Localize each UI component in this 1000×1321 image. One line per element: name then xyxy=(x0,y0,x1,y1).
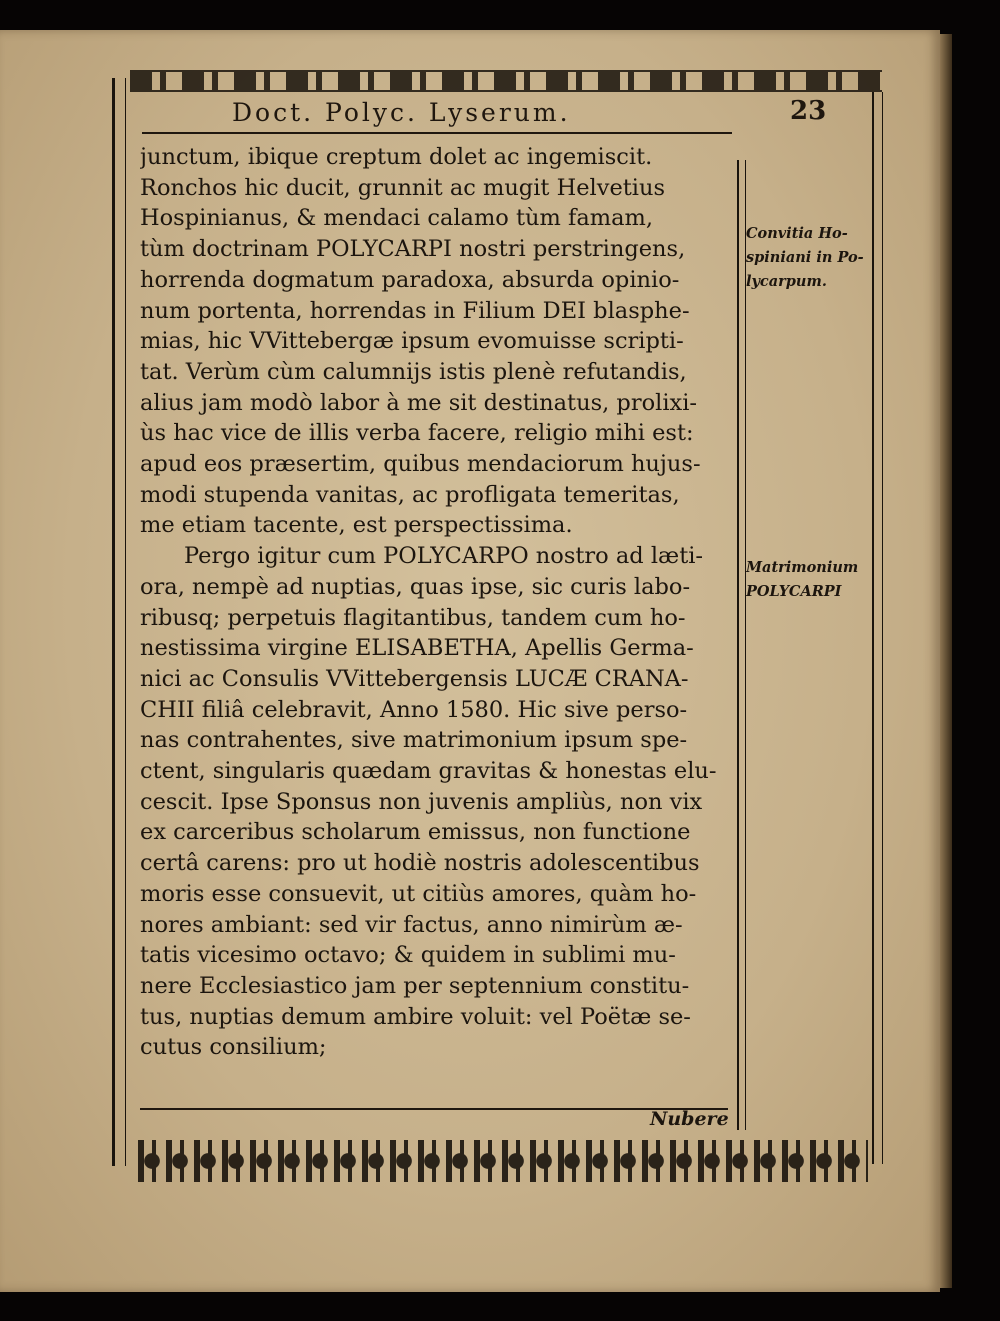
header-rule xyxy=(142,132,732,134)
text-line: alius jam modò labor à me sit destinatus, prolixi- xyxy=(140,389,698,416)
margin-note-line: Convitia Ho- xyxy=(746,225,848,242)
text-line: tat. Verùm cùm calumnijs istis plenè refutandis, xyxy=(140,358,687,385)
text-line: ribusq; perpetuis flagitantibus, tandem cum ho- xyxy=(140,604,686,631)
left-frame-rule xyxy=(112,78,126,1166)
text-line: ctent, singularis quædam gravitas & honestas elu- xyxy=(140,758,717,785)
text-line: cescit. Ipse Sponsus non juvenis ampliùs, non vix xyxy=(140,788,703,815)
text-line: moris esse consuevit, ut citiùs amores, quàm ho- xyxy=(140,880,697,907)
text-line: Hospinianus, & mendaci calamo tùm famam, xyxy=(140,205,653,232)
text-line: nere Ecclesiastico jam per septennium constitu- xyxy=(140,972,690,999)
text-line: nici ac Consulis VVittebergensis LUCÆ CRANA- xyxy=(140,665,689,692)
margin-divider-rule xyxy=(737,160,746,1130)
page-edge xyxy=(940,34,952,1288)
text-line: Pergo igitur cum POLYCARPO nostro ad læti- xyxy=(184,543,704,570)
text-line: modi stupenda vanitas, ac profligata temeritas, xyxy=(140,481,680,508)
bottom-ornament-band xyxy=(138,1140,868,1182)
margin-note-line: Matrimonium xyxy=(746,559,859,576)
text-line: mias, hic VVittebergæ ipsum evomuisse scripti- xyxy=(140,328,684,355)
catchword: Nubere xyxy=(650,1108,729,1130)
text-line: nores ambiant: sed vir factus, anno nimirùm æ- xyxy=(140,911,683,938)
text-line: apud eos præsertim, quibus mendaciorum hujus- xyxy=(140,451,701,478)
running-head: Doct. Polyc. Lyserum. xyxy=(232,98,571,127)
text-line: ùs hac vice de illis verba facere, religio mihi est: xyxy=(140,420,694,447)
text-line: Ronchos hic ducit, grunnit ac mugit Helvetius xyxy=(140,174,666,201)
text-line: me etiam tacente, est perspectissima. xyxy=(140,512,573,539)
margin-note-matrimonium xyxy=(746,556,876,604)
margin-note-line: lycarpum. xyxy=(746,273,827,290)
margin-note-line: spiniani in Po- xyxy=(746,249,864,266)
text-line: CHII filiâ celebravit, Anno 1580. Hic sive perso- xyxy=(140,696,688,723)
top-ornament-band xyxy=(130,70,882,92)
text-line: ora, nempè ad nuptias, quas ipse, sic curis labo- xyxy=(140,573,691,600)
text-line: nestissima virgine ELISABETHA, Apellis Germa- xyxy=(140,635,694,662)
margin-note-convitia xyxy=(746,222,876,294)
text-line: horrenda dogmatum paradoxa, absurda opinio- xyxy=(140,266,680,293)
text-line: cutus consilium; xyxy=(140,1034,327,1061)
margin-note-line: POLYCARPI xyxy=(746,583,842,600)
text-line: ex carceribus scholarum emissus, non functione xyxy=(140,819,691,846)
text-line: certâ carens: pro ut hodiè nostris adolescentibus xyxy=(140,850,700,877)
page-number: 23 xyxy=(790,96,827,126)
text-line: tus, nuptias demum ambire voluit: vel Poëtæ se- xyxy=(140,1003,691,1030)
footer-rule xyxy=(140,1108,728,1110)
text-line: junctum, ibique creptum dolet ac ingemiscit. xyxy=(140,144,653,170)
text-line: nas contrahentes, sive matrimonium ipsum spe- xyxy=(140,727,688,754)
text-line: num portenta, horrendas in Filium DEI blasphe- xyxy=(140,297,690,324)
text-line: tùm doctrinam POLYCARPI nostri perstringens, xyxy=(140,236,686,263)
text-line: tatis vicesimo octavo; & quidem in sublimi mu- xyxy=(140,942,676,969)
body-text xyxy=(140,142,736,1063)
